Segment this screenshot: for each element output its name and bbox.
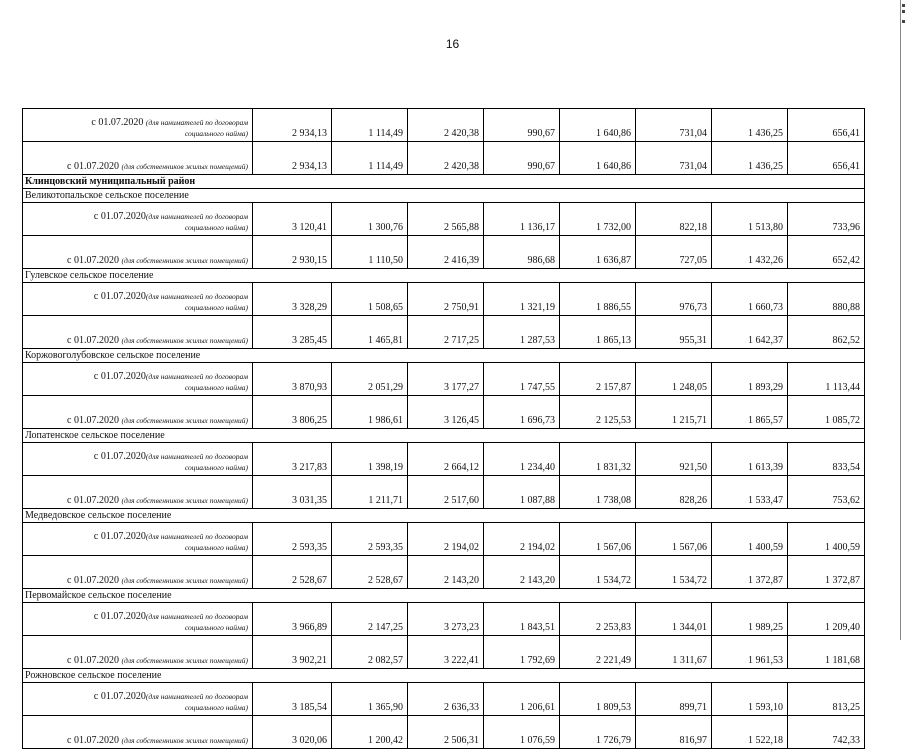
owner-label [23,636,253,669]
value-cell: 3 273,23 [408,603,484,636]
date-text: с 01.07.2020 [93,611,146,622]
tenant-label [23,363,253,396]
settlement-name-cell: Первомайское сельское поселение [23,589,865,603]
value-cell: 1 206,61 [484,683,560,716]
value-cell: 1 287,53 [484,316,560,349]
value-cell: 2 934,13 [253,109,332,142]
settlement-name [23,189,865,203]
table-row [23,203,865,236]
value-cell: 731,04 [636,142,712,175]
tenant-label-line2 [27,128,248,139]
page-edge [900,0,905,640]
tenant-label-line2 [27,222,248,233]
settlement-name [23,669,865,683]
tenant-label-line1 [27,451,248,462]
tenant-note-1: (для нанимателей по договорам [145,692,248,701]
value-cell: 2 143,20 [408,556,484,589]
value-cell: 976,73 [636,283,712,316]
value-cell: 1 085,72 [788,396,865,429]
value-cell: 1 986,61 [332,396,408,429]
value-cell: 880,88 [788,283,865,316]
value-cell: 955,31 [636,316,712,349]
owner-label [23,476,253,509]
value-cell: 1 696,73 [484,396,560,429]
table-row [23,316,865,349]
value-cell: 990,67 [484,142,560,175]
value-cell: 1 248,05 [636,363,712,396]
settlement-name [23,349,865,363]
value-cell: 2 420,38 [408,142,484,175]
tenant-label [23,443,253,476]
table-row [23,109,865,142]
tenant-label-line2 [27,622,248,633]
value-cell: 2 416,39 [408,236,484,269]
value-cell: 1 087,88 [484,476,560,509]
value-cell: 1 567,06 [636,523,712,556]
value-cell: 3 177,27 [408,363,484,396]
table-row [23,523,865,556]
settlement-name-cell: Коржовоголубовское сельское поселение [23,349,865,363]
owner-label [23,556,253,589]
value-cell: 733,96 [788,203,865,236]
value-cell: 742,33 [788,716,865,749]
value-cell: 1 640,86 [560,109,636,142]
value-cell: 1 660,73 [712,283,788,316]
value-cell: 2 593,35 [253,523,332,556]
tenant-label-line1 [27,691,248,702]
value-cell: 2 528,67 [332,556,408,589]
value-cell: 1 372,87 [788,556,865,589]
value-cell: 828,26 [636,476,712,509]
value-cell: 2 930,15 [253,236,332,269]
table-row [23,556,865,589]
date-text: с 01.07.2020 [93,451,146,462]
value-cell: 1 792,69 [484,636,560,669]
tenant-note-2: социального найма) [184,129,248,138]
settlement-name [23,589,865,603]
value-cell: 1 809,53 [560,683,636,716]
value-cell: 1 534,72 [560,556,636,589]
tenant-label [23,203,253,236]
value-cell: 1 989,25 [712,603,788,636]
value-cell: 2 051,29 [332,363,408,396]
owner-note: (для собственников жилых помещений) [121,736,248,745]
table-row [23,363,865,396]
value-cell: 727,05 [636,236,712,269]
value-cell: 3 902,21 [253,636,332,669]
table-row [23,636,865,669]
date-text: с 01.07.2020 [93,371,146,382]
value-cell: 1 593,10 [712,683,788,716]
tenant-label-line2 [27,382,248,393]
value-cell: 2 593,35 [332,523,408,556]
value-cell: 1 747,55 [484,363,560,396]
value-cell: 2 221,49 [560,636,636,669]
tenant-note-1: (для нанимателей по договорам [145,372,248,381]
value-cell: 1 567,06 [560,523,636,556]
value-cell: 1 114,49 [332,142,408,175]
date-text: с 01.07.2020 [67,415,122,426]
value-cell: 2 143,20 [484,556,560,589]
date-text: с 01.07.2020 [67,735,122,746]
owner-note: (для собственников жилых помещений) [121,496,248,505]
value-cell: 1 636,87 [560,236,636,269]
tenant-note-1: (для нанимателей по договорам [145,612,248,621]
owner-note: (для собственников жилых помещений) [121,656,248,665]
settlement-name [23,269,865,283]
value-cell: 753,62 [788,476,865,509]
value-cell: 2 194,02 [408,523,484,556]
tenant-label [23,283,253,316]
table-row [23,396,865,429]
tenant-note-2: социального найма) [184,703,248,712]
date-text: с 01.07.2020 [93,211,146,222]
value-cell: 1 843,51 [484,603,560,636]
value-cell: 2 194,02 [484,523,560,556]
value-cell: 2 157,87 [560,363,636,396]
value-cell: 1 311,67 [636,636,712,669]
page-number: 16 [445,37,460,51]
value-cell: 1 893,29 [712,363,788,396]
table-row [23,443,865,476]
owner-label [23,716,253,749]
value-cell: 2 506,31 [408,716,484,749]
value-cell: 2 147,25 [332,603,408,636]
value-cell: 1 113,44 [788,363,865,396]
value-cell: 1 738,08 [560,476,636,509]
table-row [23,142,865,175]
owner-label [23,142,253,175]
value-cell: 1 200,42 [332,716,408,749]
value-cell: 3 870,93 [253,363,332,396]
value-cell: 1 215,71 [636,396,712,429]
owner-note: (для собственников жилых помещений) [121,336,248,345]
tenant-label [23,603,253,636]
tenant-note-1: (для нанимателей по договорам [145,532,248,541]
value-cell: 2 082,57 [332,636,408,669]
value-cell: 3 120,41 [253,203,332,236]
value-cell: 1 400,59 [712,523,788,556]
owner-note: (для собственников жилых помещений) [121,416,248,425]
value-cell: 990,67 [484,109,560,142]
tenant-label-line1 [27,211,248,222]
settlement-name-cell: Великотопальское сельское поселение [23,189,865,203]
tenant-label-line1 [27,611,248,622]
tenant-label-line2 [27,542,248,553]
tariff-table [22,108,865,749]
table-row [23,236,865,269]
date-text: с 01.07.2020 [67,495,122,506]
value-cell: 656,41 [788,109,865,142]
value-cell: 656,41 [788,142,865,175]
date-text: с 01.07.2020 [91,117,146,128]
settlement-name-cell: Лопатенское сельское поселение [23,429,865,443]
value-cell: 3 966,89 [253,603,332,636]
value-cell: 1 522,18 [712,716,788,749]
value-cell: 3 217,83 [253,443,332,476]
value-cell: 1 436,25 [712,142,788,175]
value-cell: 3 126,45 [408,396,484,429]
value-cell: 1 436,25 [712,109,788,142]
value-cell: 1 300,76 [332,203,408,236]
value-cell: 2 717,25 [408,316,484,349]
owner-note: (для собственников жилых помещений) [121,256,248,265]
value-cell: 862,52 [788,316,865,349]
value-cell: 899,71 [636,683,712,716]
settlement-name-cell: Гулевское сельское поселение [23,269,865,283]
tenant-note-1: (для нанимателей по договорам [145,212,248,221]
tenant-note-1: (для нанимателей по договорам [145,292,248,301]
value-cell: 2 565,88 [408,203,484,236]
value-cell: 3 031,35 [253,476,332,509]
tenant-label-line2 [27,462,248,473]
value-cell: 1 534,72 [636,556,712,589]
value-cell: 1 211,71 [332,476,408,509]
date-text: с 01.07.2020 [67,655,122,666]
value-cell: 2 528,67 [253,556,332,589]
value-cell: 1 613,39 [712,443,788,476]
value-cell: 1 076,59 [484,716,560,749]
value-cell: 1 136,17 [484,203,560,236]
value-cell: 1 372,87 [712,556,788,589]
value-cell: 1 181,68 [788,636,865,669]
value-cell: 1 865,13 [560,316,636,349]
value-cell: 2 517,60 [408,476,484,509]
tenant-note-2: социального найма) [184,543,248,552]
tenant-label-line2 [27,302,248,313]
owner-note: (для собственников жилых помещений) [121,576,248,585]
date-text: с 01.07.2020 [67,161,122,172]
value-cell: 2 636,33 [408,683,484,716]
value-cell: 1 732,00 [560,203,636,236]
tenant-note-2: социального найма) [184,623,248,632]
tenant-note-1: (для нанимателей по договорам [145,452,248,461]
date-text: с 01.07.2020 [67,255,122,266]
tenant-note-1: (для нанимателей по договорам [145,118,248,127]
value-cell: 1 640,86 [560,142,636,175]
value-cell: 652,42 [788,236,865,269]
owner-note: (для собственников жилых помещений) [121,162,248,171]
value-cell: 3 222,41 [408,636,484,669]
value-cell: 2 125,53 [560,396,636,429]
value-cell: 3 020,06 [253,716,332,749]
value-cell: 1 365,90 [332,683,408,716]
value-cell: 822,18 [636,203,712,236]
table-row [23,683,865,716]
value-cell: 1 533,47 [712,476,788,509]
tenant-label-line1 [27,117,248,128]
date-text: с 01.07.2020 [67,335,122,346]
value-cell: 2 253,83 [560,603,636,636]
settlement-name-cell: Медведовское сельское поселение [23,509,865,523]
value-cell: 731,04 [636,109,712,142]
tenant-label-line1 [27,291,248,302]
settlement-name [23,509,865,523]
value-cell: 3 185,54 [253,683,332,716]
value-cell: 1 508,65 [332,283,408,316]
value-cell: 816,97 [636,716,712,749]
tenant-label [23,683,253,716]
value-cell: 1 209,40 [788,603,865,636]
value-cell: 2 750,91 [408,283,484,316]
tenant-note-2: социального найма) [184,223,248,232]
date-text: с 01.07.2020 [93,691,146,702]
value-cell: 1 432,26 [712,236,788,269]
table-row [23,603,865,636]
owner-label [23,316,253,349]
value-cell: 1 110,50 [332,236,408,269]
value-cell: 1 961,53 [712,636,788,669]
tenant-label [23,109,253,142]
owner-label [23,396,253,429]
settlement-name [23,429,865,443]
value-cell: 3 806,25 [253,396,332,429]
value-cell: 3 285,45 [253,316,332,349]
value-cell: 1 465,81 [332,316,408,349]
value-cell: 3 328,29 [253,283,332,316]
value-cell: 986,68 [484,236,560,269]
value-cell: 1 726,79 [560,716,636,749]
value-cell: 921,50 [636,443,712,476]
value-cell: 2 420,38 [408,109,484,142]
value-cell: 813,25 [788,683,865,716]
tenant-label [23,523,253,556]
district-title-cell: Клинцовский муниципальный район [23,175,865,189]
table-row [23,716,865,749]
value-cell: 1 344,01 [636,603,712,636]
value-cell: 1 400,59 [788,523,865,556]
tenant-label-line2 [27,702,248,713]
value-cell: 1 398,19 [332,443,408,476]
tenant-note-2: социального найма) [184,303,248,312]
value-cell: 1 321,19 [484,283,560,316]
date-text: с 01.07.2020 [67,575,122,586]
value-cell: 2 664,12 [408,443,484,476]
settlement-name-cell: Рожновское сельское поселение [23,669,865,683]
value-cell: 1 865,57 [712,396,788,429]
value-cell: 1 513,80 [712,203,788,236]
district-title [23,175,865,189]
value-cell: 1 886,55 [560,283,636,316]
date-text: с 01.07.2020 [93,291,146,302]
value-cell: 1 234,40 [484,443,560,476]
table-row [23,283,865,316]
value-cell: 1 831,32 [560,443,636,476]
date-text: с 01.07.2020 [93,531,146,542]
value-cell: 2 934,13 [253,142,332,175]
value-cell: 1 114,49 [332,109,408,142]
tenant-label-line1 [27,531,248,542]
tenant-label-line1 [27,371,248,382]
value-cell: 1 642,37 [712,316,788,349]
table-row [23,476,865,509]
owner-label [23,236,253,269]
tenant-note-2: социального найма) [184,463,248,472]
tenant-note-2: социального найма) [184,383,248,392]
value-cell: 833,54 [788,443,865,476]
